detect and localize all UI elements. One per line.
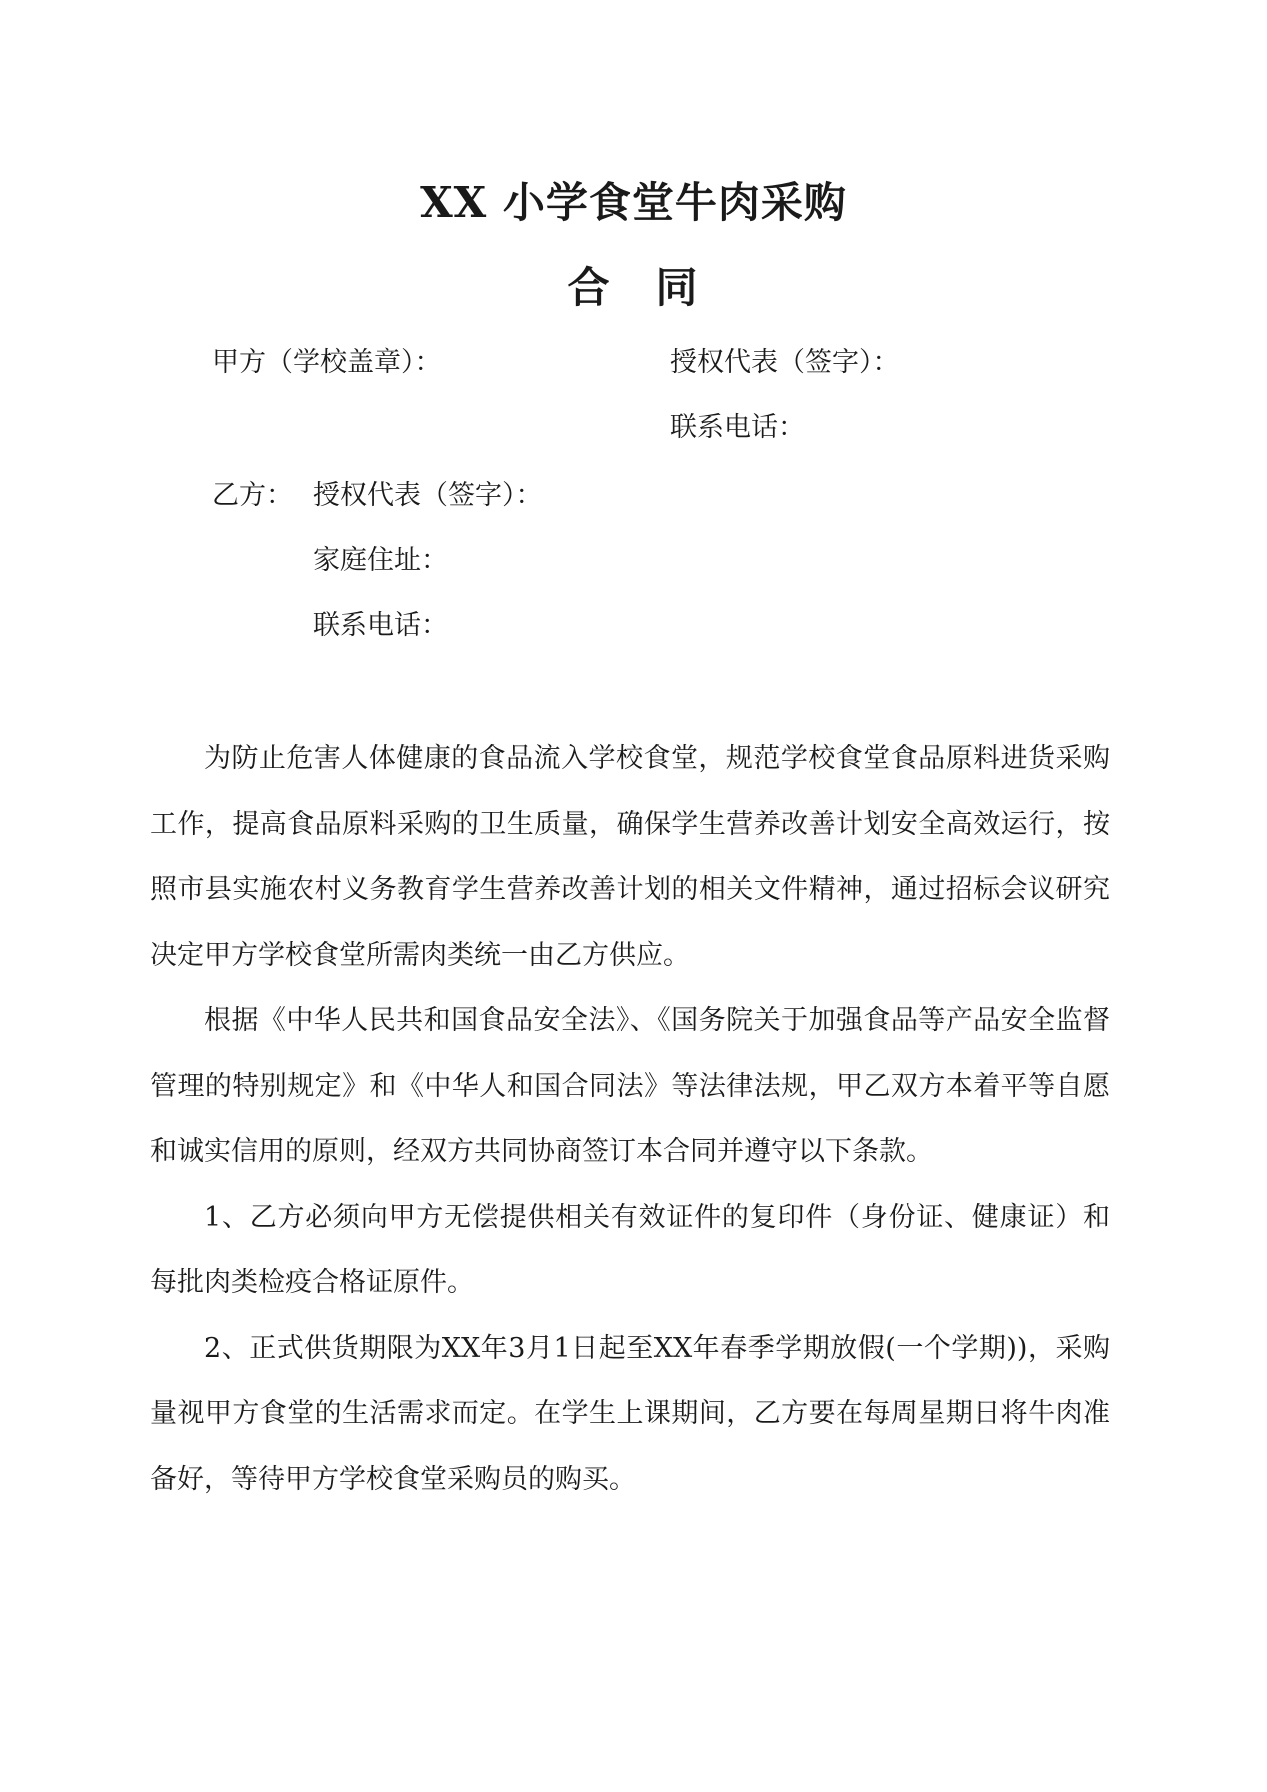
party-b-address-label: 家庭住址： xyxy=(313,545,448,576)
body-clause-2: 2、正式供货期限为XX年3月1日起至XX年春季学期放假(一个学期))，采购量视甲方食堂的生活需求而定。在学生上课期间，乙方要在每周星期日将牛肉准备好，等待甲方学校食堂采购员的购买。 xyxy=(150,1332,1110,1495)
party-b-rep-label: 授权代表（签字）： xyxy=(313,480,543,511)
contract-subtitle: 合 同 xyxy=(567,263,700,312)
body-paragraph-intro: 为防止危害人体健康的食品流入学校食堂，规范学校食堂食品原料进货采购工作，提高食品原料采购的卫生质量，确保学生营养改善计划安全高效运行，按照市县实施农村义务教育学生营养改善计划的相关文件精神，通过招标会议研究决定甲方学校食堂所需肉类统一由乙方供应。 xyxy=(150,743,1110,971)
contract-body xyxy=(150,726,1110,1512)
body-paragraph-legal-basis: 根据《中华人民共和国食品安全法》、《国务院关于加强食品等产品安全监督管理的特别规定》和《中华人和国合同法》等法律法规，甲乙双方本着平等自愿和诚实信用的原则，经双方共同协商签订本合同并遵守以下条款。 xyxy=(150,1005,1110,1167)
body-clause-1: 1、乙方必须向甲方无偿提供相关有效证件的复印件（身份证、健康证）和每批肉类检疫合格证原件。 xyxy=(150,1201,1110,1298)
contract-title: XX 小学食堂牛肉采购 xyxy=(420,178,847,227)
party-a-label: 甲方（学校盖章）： xyxy=(212,347,442,378)
party-b-label: 乙方： xyxy=(212,480,293,511)
party-a-rep-label: 授权代表（签字）： xyxy=(670,347,900,378)
party-a-phone-label: 联系电话： xyxy=(670,412,805,443)
party-b-phone-label: 联系电话： xyxy=(313,610,448,641)
